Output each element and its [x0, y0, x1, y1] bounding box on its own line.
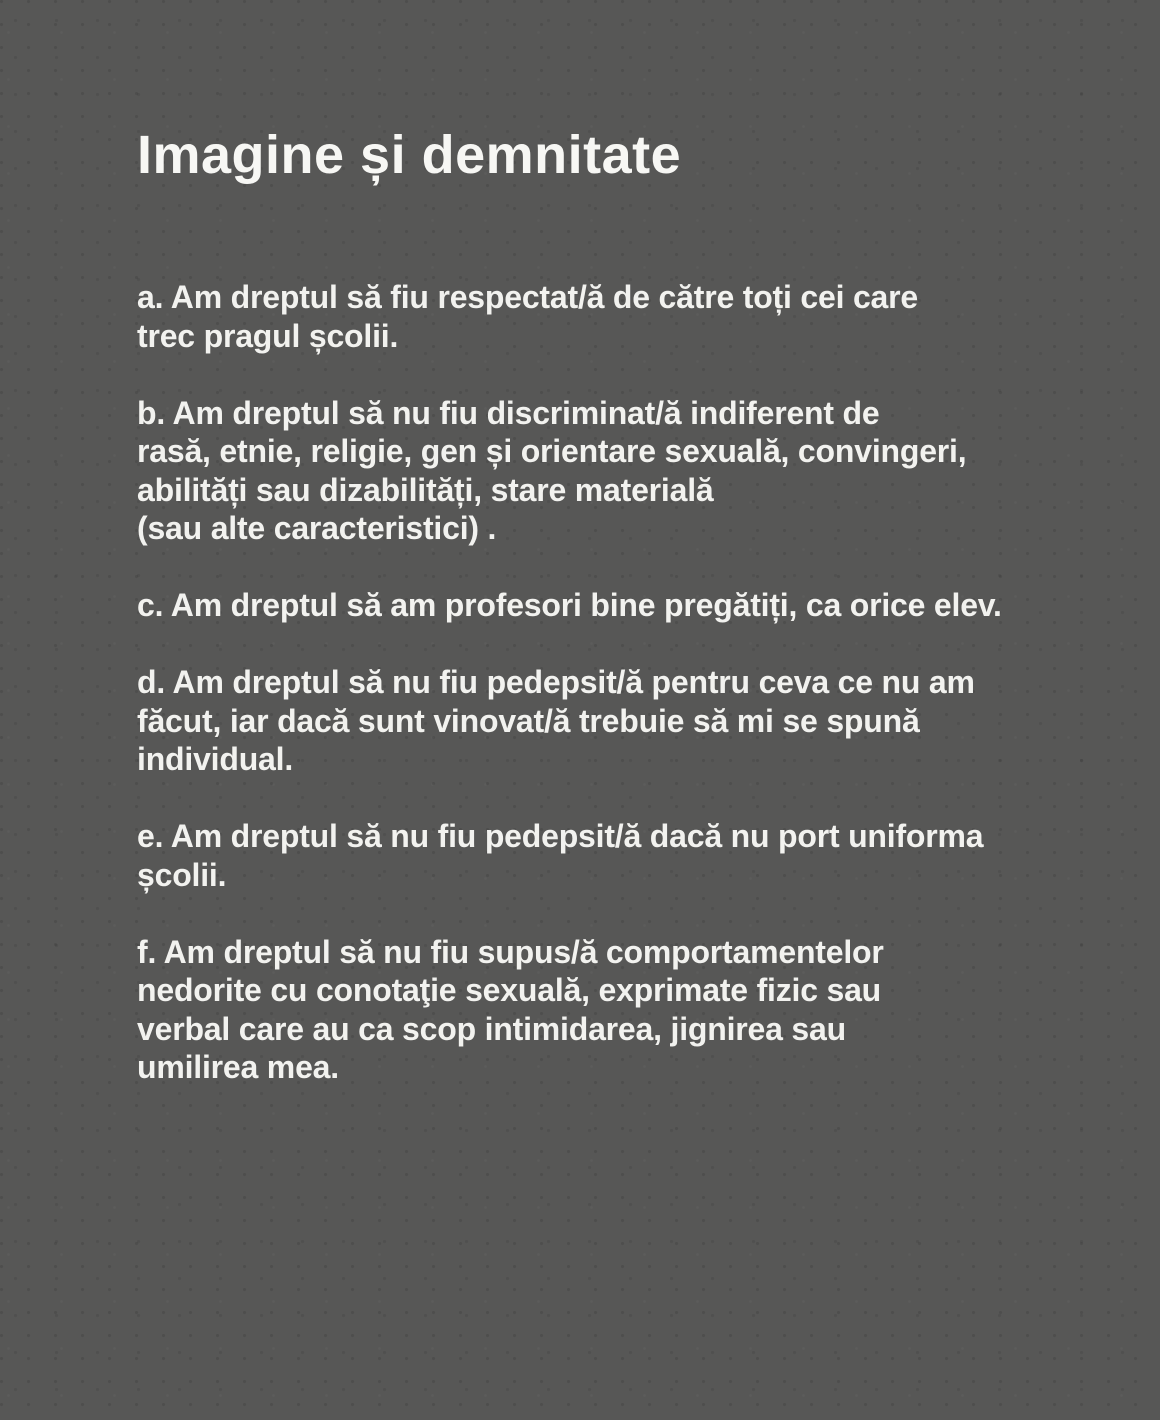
- paragraph-d-line-1: d. Am dreptul să nu fiu pedepsit/ă pentru ceva ce nu am: [137, 664, 975, 700]
- paragraph-d: [137, 663, 1090, 779]
- paragraph-b-line-2: rasă, etnie, religie, gen și orientare sexuală, convingeri,: [137, 433, 967, 469]
- paragraph-f: [137, 933, 1090, 1087]
- paragraph-b-line-4: (sau alte caracteristici) .: [137, 510, 497, 546]
- paragraph-b-line-3: abilități sau dizabilități, stare materială: [137, 471, 714, 508]
- paragraph-b: [137, 394, 1090, 548]
- rights-list: [137, 278, 1090, 1087]
- paragraph-d-line-3: individual.: [137, 741, 294, 777]
- paragraph-f-line-2: nedorite cu conotaţie sexuală, exprimate fizic sau: [137, 972, 882, 1008]
- paragraph-d-line-2: făcut, iar dacă sunt vinovat/ă trebuie să mi se spună: [137, 702, 920, 739]
- paragraph-e: [137, 817, 1090, 894]
- paragraph-f-line-1: f. Am dreptul să nu fiu supus/ă comportamentelor: [137, 933, 884, 970]
- paragraph-a: [137, 278, 1090, 355]
- paragraph-c: [137, 586, 1090, 625]
- paragraph-e-line-2: școlii.: [137, 856, 227, 893]
- paragraph-e-line-1: e. Am dreptul să nu fiu pedepsit/ă dacă nu port uniforma: [137, 818, 984, 854]
- paragraph-a-line-1: a. Am dreptul să fiu respectat/ă de către toți cei care: [137, 279, 919, 315]
- page-title: Imagine și demnitate: [137, 125, 682, 185]
- paragraph-a-line-2: trec pragul școlii.: [137, 317, 399, 354]
- paragraph-b-line-1: b. Am dreptul să nu fiu discriminat/ă indiferent de: [137, 394, 880, 431]
- paragraph-f-line-4: umilirea mea.: [137, 1049, 339, 1085]
- paragraph-c-line-1: c. Am dreptul să am profesori bine pregătiți, ca orice elev.: [137, 587, 1002, 623]
- paragraph-f-line-3: verbal care au ca scop intimidarea, jignirea sau: [137, 1010, 846, 1047]
